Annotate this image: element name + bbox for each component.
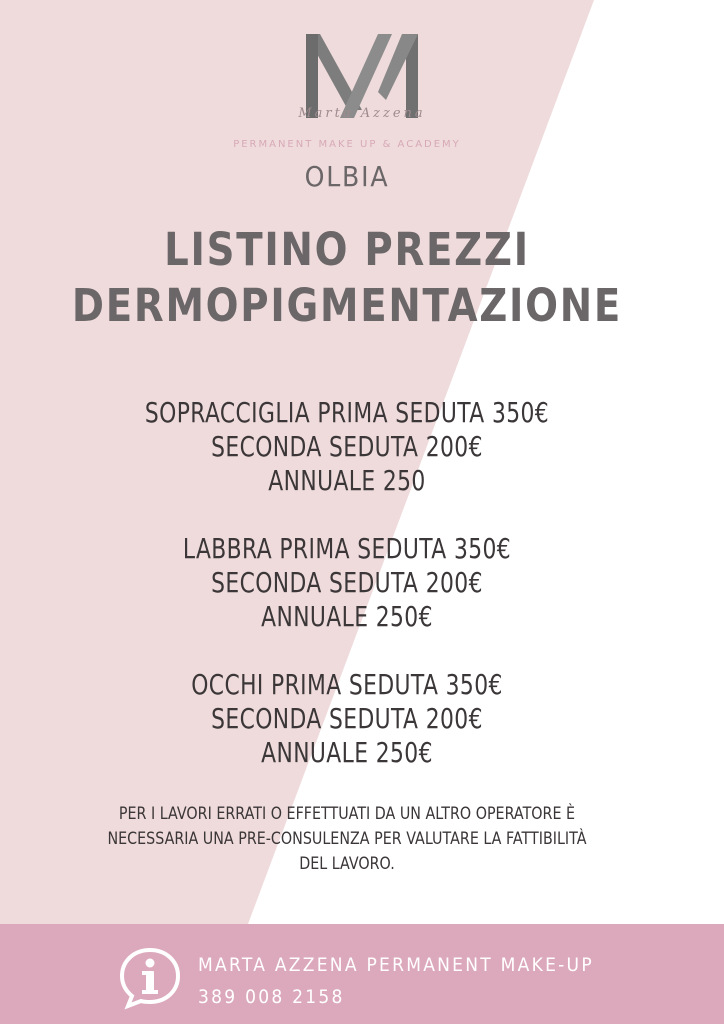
info-icon (118, 946, 182, 1010)
price-line: LABBRA PRIMA SEDUTA 350€ (182, 532, 512, 565)
brand-signature: Marta Azzena (298, 106, 426, 121)
price-list (0, 396, 694, 804)
notice-line-2: NECESSARIA UNA PRE-CONSULENZA PER VALUTARE LA FATTIBILITÀ (107, 829, 587, 849)
brand-tagline: PERMANENT MAKE UP & ACADEMY (233, 139, 461, 150)
price-line: ANNUALE 250€ (261, 600, 433, 633)
title-line-1: LISTINO PREZZI (164, 223, 530, 276)
footer-business-name: MARTA AZZENA PERMANENT MAKE-UP (198, 954, 594, 976)
footer-phone-number[interactable]: 389 008 2158 (198, 986, 345, 1008)
price-line: SOPRACCIGLIA PRIMA SEDUTA 350€ (144, 396, 550, 429)
title-line-2: DERMOPIGMENTAZIONE (71, 279, 623, 332)
price-line: SECONDA SEDUTA 200€ (211, 702, 483, 735)
price-line: OCCHI PRIMA SEDUTA 350€ (191, 668, 503, 701)
price-block-occhi (0, 668, 694, 770)
notice-line-1: PER I LAVORI ERRATI O EFFETTUATI DA UN ALTRO OPERATORE È (118, 804, 576, 824)
page-title (49, 222, 646, 334)
brand-city: OLBIA (304, 160, 390, 193)
price-line: SECONDA SEDUTA 200€ (211, 430, 483, 463)
price-line: ANNUALE 250 (268, 464, 426, 497)
notice-line-3: DEL LAVORO. (299, 854, 395, 874)
price-line: ANNUALE 250€ (261, 736, 433, 769)
price-block-sopracciglia (0, 396, 694, 498)
price-line: SECONDA SEDUTA 200€ (211, 566, 483, 599)
notice-text (56, 802, 639, 877)
price-block-labbra (0, 532, 694, 634)
